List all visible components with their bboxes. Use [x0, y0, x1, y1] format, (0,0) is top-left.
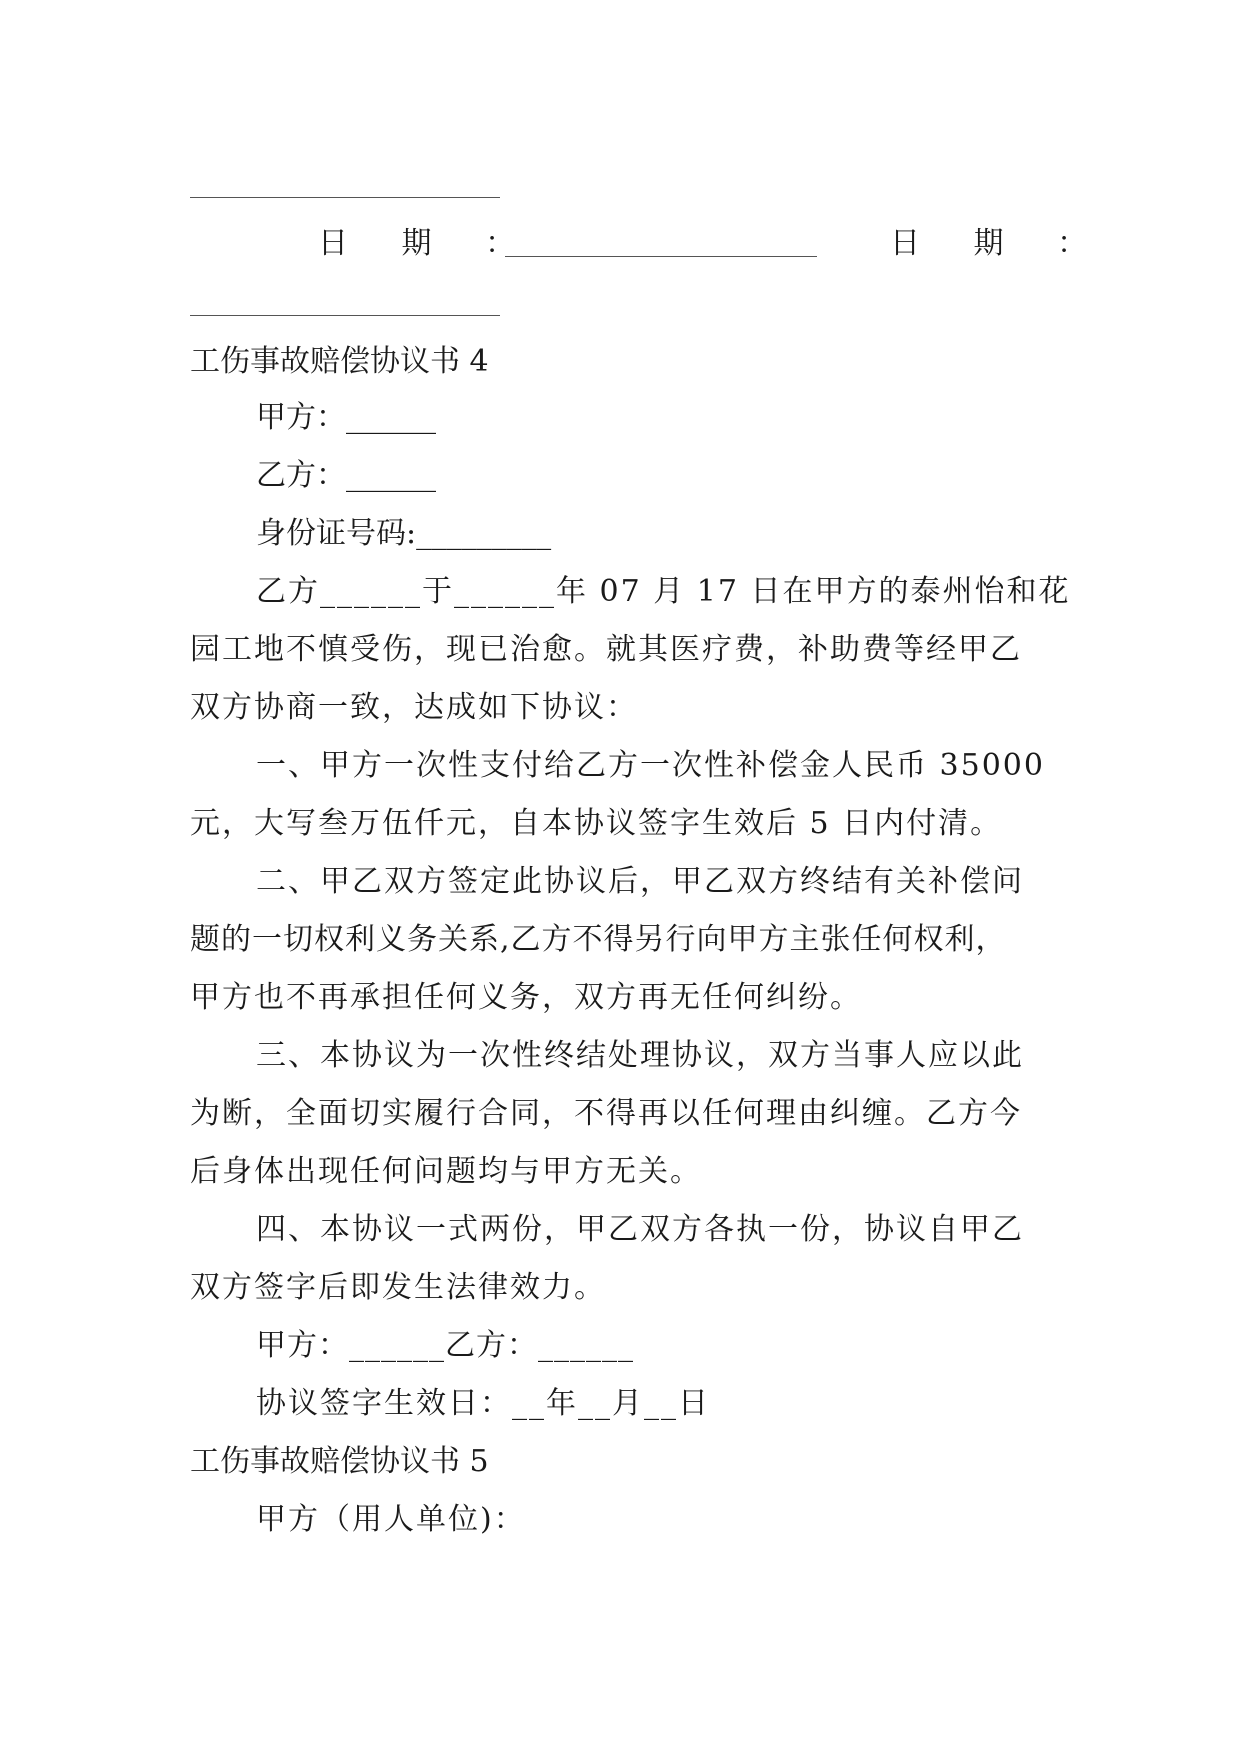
date-rule-middle — [505, 256, 817, 257]
doc4-para1-line1: 乙方______于______年 07 月 17 日在甲方的泰州怡和花 — [256, 574, 1071, 609]
doc4-item2-line3: 甲方也不再承担任何义务，双方再无任何纠纷。 — [190, 980, 862, 1015]
doc4-item3-line1: 三、本协议为一次性终结处理协议，双方当事人应以此 — [256, 1038, 1024, 1073]
doc4-item3-line3: 后身体出现任何问题均与甲方无关。 — [190, 1154, 702, 1189]
doc4-title: 工伤事故赔偿协议书 4 — [190, 344, 489, 379]
date-label-left: 日 期 ： — [318, 226, 538, 261]
doc4-para1-line2: 园工地不慎受伤，现已治愈。就其医疗费，补助费等经甲乙 — [190, 632, 1022, 667]
doc4-item2-line1: 二、甲乙双方签定此协议后，甲乙双方终结有关补偿问 — [256, 864, 1024, 899]
doc5-title: 工伤事故赔偿协议书 5 — [190, 1444, 489, 1479]
doc4-item3-line2: 为断，全面切实履行合同，不得再以任何理由纠缠。乙方今 — [190, 1096, 1022, 1131]
doc4-item1-line1: 一、甲方一次性支付给乙方一次性补偿金人民币 35000 — [256, 748, 1045, 783]
doc4-item4-line1: 四、本协议一式两份，甲乙双方各执一份，协议自甲乙 — [256, 1212, 1024, 1247]
date-label-right: 日 期 ： — [890, 226, 1110, 261]
doc4-item2-line2: 题的一切权利义务关系,乙方不得另行向甲方主张任何权利， — [190, 922, 1007, 957]
signature-rule-bottom — [190, 315, 500, 316]
doc5-party-a: 甲方（用人单位)： — [256, 1502, 526, 1537]
doc4-para1-line3: 双方协商一致，达成如下协议： — [190, 690, 638, 725]
doc4-party-a: 甲方：______ — [256, 400, 436, 435]
doc4-item4-line2: 双方签字后即发生法律效力。 — [190, 1270, 606, 1305]
doc4-sign-line: 甲方：______乙方：______ — [256, 1328, 634, 1363]
doc4-effective-date: 协议签字生效日：__年__月__日 — [256, 1386, 710, 1421]
doc4-party-b: 乙方：______ — [256, 458, 436, 493]
doc4-id-number: 身份证号码:_________ — [256, 516, 552, 551]
signature-rule-top — [190, 197, 500, 198]
doc4-item1-line2: 元，大写叁万伍仟元，自本协议签字生效后 5 日内付清。 — [190, 806, 1003, 841]
